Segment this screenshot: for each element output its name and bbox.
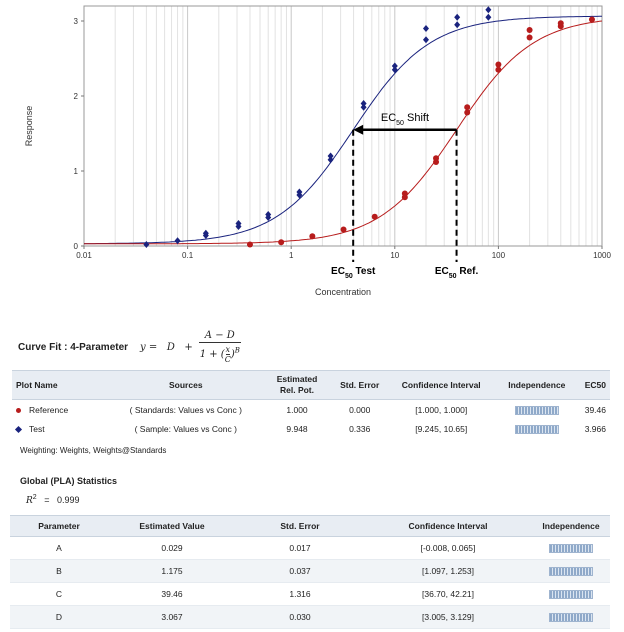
header-independence: Independence — [532, 516, 610, 537]
ci-cell: [1.097, 1.253] — [364, 560, 532, 583]
ci-cell: [36.70, 42.21] — [364, 583, 532, 606]
plot-name-cell — [12, 419, 107, 438]
test-data-point — [485, 14, 491, 21]
test-data-point — [392, 63, 398, 70]
header-rel-pot-line2: Rel. Pot. — [280, 385, 315, 395]
std-error-cell: 1.316 — [236, 583, 364, 606]
ci-cell: [1.000, 1.000] — [415, 404, 468, 415]
reference-marker-icon — [16, 408, 21, 413]
chart-canvas — [0, 0, 624, 310]
rel-pot-cell: 1.000 — [286, 404, 308, 415]
table-row — [10, 537, 610, 560]
reference-data-point — [495, 67, 501, 73]
x-tick-label: 1 — [288, 251, 294, 260]
independence-bar — [515, 406, 559, 415]
param-table-header-row — [10, 516, 610, 537]
x-tick-label: 1000 — [593, 251, 611, 260]
reference-data-point — [558, 20, 564, 26]
independence-bar — [549, 613, 593, 622]
plot-summary-table — [12, 370, 610, 438]
std-error-cell: 0.037 — [236, 560, 364, 583]
reference-data-point — [341, 227, 347, 233]
header-plot-name: Plot Name — [12, 371, 107, 400]
plot-table-header-row — [12, 371, 610, 400]
r2-eq: = — [44, 495, 50, 505]
reference-data-point — [464, 104, 470, 110]
y-tick-label: 0 — [73, 242, 78, 251]
reference-data-point — [372, 214, 378, 220]
reference-data-point — [527, 27, 533, 33]
r-squared — [26, 494, 80, 506]
independence-cell — [532, 537, 610, 560]
formula-denominator: 1 + ( $\frac{x}{C}$ )$^B$ — [199, 345, 240, 364]
r2-symbol: R — [26, 496, 33, 506]
param-cell: B — [10, 560, 108, 583]
std-error-cell: 0.336 — [349, 423, 371, 434]
formula-x: x — [225, 345, 231, 354]
header-sources: Sources — [107, 371, 264, 400]
test-fit-curve — [84, 16, 602, 243]
value-cell: 0.029 — [108, 537, 236, 560]
param-cell: C — [10, 583, 108, 606]
reference-data-point — [433, 155, 439, 161]
ec50-cell: 3.966 — [584, 423, 606, 434]
test-data-point — [454, 14, 460, 21]
formula-fraction — [199, 330, 241, 364]
header-independence: Independence — [493, 371, 581, 400]
ci-cell: [9.245, 10.65] — [415, 423, 468, 434]
reference-data-point — [278, 239, 284, 245]
formula-y: y — [140, 341, 146, 353]
reference-data-point — [402, 194, 408, 200]
independence-cell — [493, 400, 581, 420]
std-error-cell: 0.017 — [236, 537, 364, 560]
ec50-cell: 39.46 — [584, 404, 606, 415]
plot-name: Test — [29, 423, 45, 434]
weighting-text: Weighting: Weights, Weights@Standards — [20, 446, 167, 455]
param-cell: D — [10, 606, 108, 629]
y-axis-label: Response — [24, 105, 34, 147]
header-estimated-value: Estimated Value — [108, 516, 236, 537]
r2-sup: 2 — [32, 494, 37, 501]
y-tick-label: 3 — [73, 17, 78, 26]
value-cell: 3.067 — [108, 606, 236, 629]
value-cell: 1.175 — [108, 560, 236, 583]
test-data-point — [454, 21, 460, 28]
header-confidence-interval: Confidence Interval — [364, 516, 532, 537]
test-data-point — [328, 153, 334, 160]
y-tick-label: 1 — [73, 167, 78, 176]
table-row — [10, 560, 610, 583]
ec50-ref-label: $EC_{50}$ Ref. — [434, 266, 479, 280]
header-std-error: Std. Error — [236, 516, 364, 537]
test-data-point — [423, 36, 429, 43]
data-points — [143, 6, 595, 248]
source-cell: ( Standards: Values vs Conc ) — [129, 404, 242, 415]
x-tick-label: 0.01 — [76, 251, 92, 260]
header-std-error: Std. Error — [330, 371, 390, 400]
formula-x-over-c — [225, 345, 231, 364]
axis-ticks — [74, 17, 612, 260]
reference-data-point — [247, 242, 253, 248]
ec50-test-label: $EC_{50}$ Test — [331, 266, 376, 280]
ec50-shift-label: $EC_{50}$ Shift — [380, 111, 430, 127]
table-row — [10, 583, 610, 606]
test-data-point — [361, 100, 367, 107]
y-tick-label: 2 — [73, 92, 78, 101]
formula-c: C — [224, 355, 231, 364]
header-rel-pot — [264, 371, 330, 400]
independence-cell — [532, 583, 610, 606]
formula-plus: + — [184, 341, 193, 353]
test-data-point — [143, 241, 149, 248]
ci-cell: [-0.008, 0.065] — [364, 537, 532, 560]
formula-power-b: B — [234, 346, 240, 355]
grid — [84, 6, 597, 246]
reference-data-point — [309, 233, 315, 239]
param-cell: A — [10, 537, 108, 560]
plot-name-cell — [12, 400, 107, 420]
std-error-cell: 0.030 — [236, 606, 364, 629]
reference-data-point — [464, 110, 470, 116]
independence-cell — [532, 606, 610, 629]
ec50-shift-arrowhead — [353, 125, 363, 135]
independence-bar — [515, 425, 559, 434]
independence-cell — [532, 560, 610, 583]
curve-fit-label: Curve Fit : 4-Parameter — [18, 341, 129, 353]
header-rel-pot-line1: Estimated — [276, 374, 318, 384]
x-tick-label: 0.1 — [182, 251, 194, 260]
formula-numerator: A − D — [199, 330, 241, 343]
table-row — [12, 400, 610, 420]
independence-bar — [549, 590, 593, 599]
reference-data-point — [527, 35, 533, 41]
formula-denominator-one: 1 + — [199, 349, 218, 360]
source-cell: ( Sample: Values vs Conc ) — [134, 423, 237, 434]
header-confidence-interval: Confidence Interval — [390, 371, 493, 400]
test-data-point — [423, 25, 429, 32]
global-stats-title: Global (PLA) Statistics — [20, 476, 118, 486]
test-marker-icon — [15, 426, 22, 433]
fit-curves — [84, 16, 602, 244]
header-parameter: Parameter — [10, 516, 108, 537]
formula-d: D — [166, 341, 175, 353]
independence-cell — [493, 419, 581, 438]
reference-data-point — [589, 17, 595, 23]
dose-response-chart — [0, 0, 624, 310]
independence-bar — [549, 544, 593, 553]
x-axis-label: Concentration — [314, 287, 372, 297]
rel-pot-cell: 9.948 — [286, 423, 308, 434]
table-row — [12, 419, 610, 438]
r2-value: 0.999 — [56, 495, 80, 505]
reference-data-point — [495, 62, 501, 68]
formula-eq: = — [148, 341, 158, 353]
curve-fit-row — [18, 330, 241, 364]
std-error-cell: 0.000 — [349, 404, 371, 415]
curve-fit-formula — [140, 330, 241, 364]
plot-frame — [84, 6, 602, 246]
value-cell: 39.46 — [108, 583, 236, 606]
x-tick-label: 10 — [390, 251, 400, 260]
table-row — [10, 606, 610, 629]
header-ec50: EC50 — [581, 371, 610, 400]
ci-cell: [3.005, 3.129] — [364, 606, 532, 629]
reference-fit-curve — [84, 21, 602, 244]
test-data-point — [485, 6, 491, 13]
independence-bar — [549, 567, 593, 576]
parameter-table — [10, 515, 610, 629]
plot-name: Reference — [29, 404, 69, 415]
x-tick-label: 100 — [491, 251, 506, 260]
